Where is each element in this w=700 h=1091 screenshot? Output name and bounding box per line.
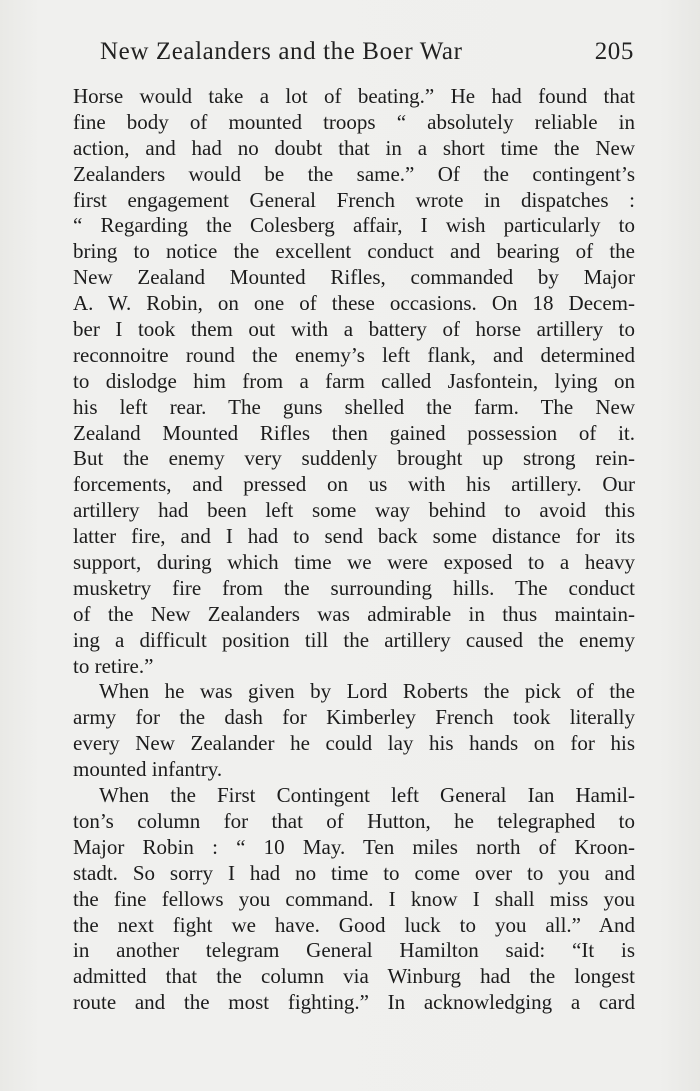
text-line: of the New Zealanders was admirable in thus maintain- [73,601,635,626]
text-line: the fine fellows you command. I know I shall miss you [73,886,635,911]
text-line: forcements, and pressed on us with his artillery. Our [73,472,635,497]
text-line: ing a difficult position till the artillery caused the enemy [73,627,635,652]
text-line: every New Zealander he could lay his hands on for his [73,731,635,756]
text-line: to retire.” [73,653,154,678]
text-line: stadt. So sorry I had no time to come over to you and [73,860,635,885]
text-line: bring to notice the excellent conduct and bearing of the [73,239,635,264]
text-line: in another telegram General Hamilton said: “It is [73,938,635,963]
text-line: When he was given by Lord Roberts the pick of the [99,679,635,704]
text-line: Zealand Mounted Rifles then gained possession of it. [73,420,635,445]
body-text [73,84,635,1016]
text-line: his left rear. The guns shelled the farm. The New [73,394,635,419]
text-line: New Zealand Mounted Rifles, commanded by Major [73,265,635,290]
text-line: artillery had been left some way behind to avoid this [73,498,635,523]
text-line: route and the most fighting.” In acknowledging a card [73,990,635,1015]
text-line: Major Robin : “ 10 May. Ten miles north of Kroon- [73,834,635,859]
text-line: But the enemy very suddenly brought up strong rein- [73,446,635,471]
text-line: action, and had no doubt that in a short time the New [73,135,635,160]
text-line: “ Regarding the Colesberg affair, I wish particularly to [73,213,635,238]
text-line: fine body of mounted troops “ absolutely reliable in [73,109,635,134]
text-line: A. W. Robin, on one of these occasions. On 18 Decem- [73,291,635,316]
text-line: mounted infantry. [73,757,223,782]
text-line: the next fight we have. Good luck to you all.” And [73,912,635,937]
text-line: ton’s column for that of Hutton, he telegraphed to [73,808,635,833]
text-line: Zealanders would be the same.” Of the contingent’s [73,161,635,186]
text-line: admitted that the column via Winburg had the longest [73,964,635,989]
text-line: When the First Contingent left General Ian Hamil- [99,783,635,808]
text-line: reconnoitre round the enemy’s left flank, and determined [73,342,635,367]
text-line: ber I took them out with a battery of horse artillery to [73,317,635,342]
text-line: musketry fire from the surrounding hills. The conduct [73,575,635,600]
text-line: latter fire, and I had to send back some distance for its [73,524,635,549]
text-line: support, during which time we were exposed to a heavy [73,550,635,575]
running-header [100,38,634,72]
text-line: army for the dash for Kimberley French took literally [73,705,635,730]
text-line: to dislodge him from a farm called Jasfontein, lying on [73,368,635,393]
text-line: Horse would take a lot of beating.” He had found that [73,84,635,108]
text-line: first engagement General French wrote in dispatches : [73,187,635,212]
page-number: 205 [594,38,634,65]
running-title: New Zealanders and the Boer War [100,38,463,65]
